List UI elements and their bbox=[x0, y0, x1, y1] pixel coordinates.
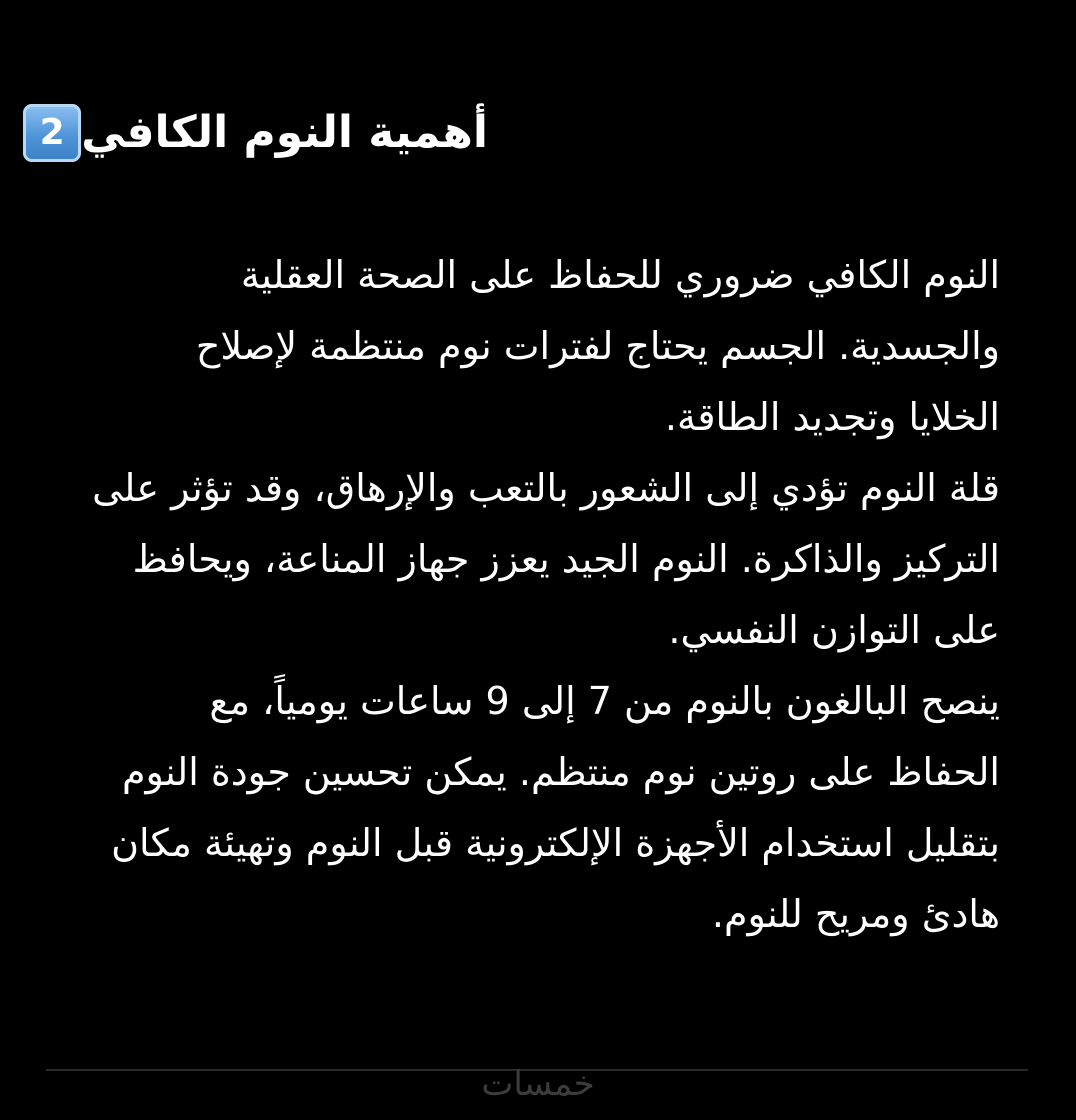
watermark-logo: خمسات bbox=[481, 1064, 595, 1104]
keycap-number: 2 bbox=[39, 112, 65, 153]
body-line: الحفاظ على روتين نوم منتظم. يمكن تحسين جودة النوم bbox=[122, 750, 1000, 794]
section-heading bbox=[11, 98, 488, 168]
body-line: هادئ ومريح للنوم. bbox=[711, 892, 1000, 936]
body-line: على التوازن النفسي. bbox=[668, 608, 1000, 652]
body-line: قلة النوم تؤدي إلى الشعور بالتعب والإرهاق، وقد تؤثر على bbox=[92, 466, 1000, 510]
body-line: والجسدية. الجسم يحتاج لفترات نوم منتظمة لإصلاح bbox=[195, 324, 1000, 368]
body-paragraphs bbox=[40, 240, 1000, 950]
body-line: النوم الكافي ضروري للحفاظ على الصحة العقلية bbox=[240, 253, 1000, 297]
body-line: التركيز والذاكرة. النوم الجيد يعزز جهاز المناعة، ويحافظ bbox=[132, 537, 1000, 581]
keycap-number-icon bbox=[23, 104, 81, 162]
section-title: أهمية النوم الكافي bbox=[81, 107, 488, 158]
body-line: ينصح البالغون بالنوم من 7 إلى 9 ساعات يومياً، مع bbox=[209, 679, 1000, 723]
body-line: بتقليل استخدام الأجهزة الإلكترونية قبل النوم وتهيئة مكان bbox=[111, 821, 1000, 865]
body-line: الخلايا وتجديد الطاقة. bbox=[664, 395, 1000, 439]
